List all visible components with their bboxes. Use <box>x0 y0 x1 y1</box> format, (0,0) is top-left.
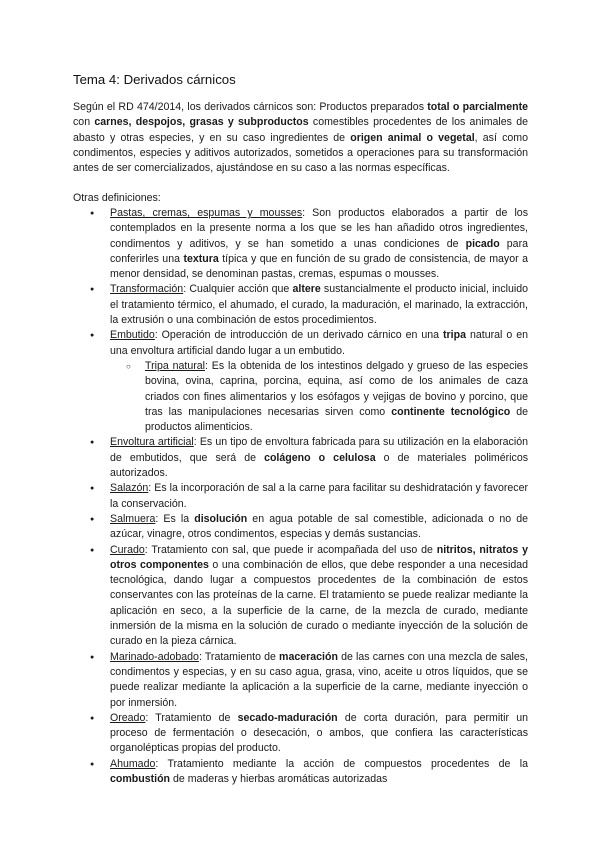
definition-term: Embutido <box>110 329 155 342</box>
text-run: sustancialmente el producto inicial, incluido el tratamiento térmico, el ahumado, el curado, la maduración, el marinado, la extracción, la extrusión o una combinación de estos procedimientos. <box>110 283 529 327</box>
sub-definition-item <box>110 359 528 435</box>
text-run: con <box>73 116 95 129</box>
text-run: de corta duración, para permitir un proceso de fermentación o desecación, o ambos, que confiera las características organolépticas propias del producto. <box>110 711 528 755</box>
intro-paragraph <box>73 100 528 176</box>
definition-term: Marinado-adobado <box>110 650 199 663</box>
text-run: : Operación de introducción de un derivado cárnico en una <box>154 329 444 342</box>
definition-term: Tripa natural <box>145 359 205 372</box>
definition-item <box>73 481 528 512</box>
definition-item <box>73 435 528 481</box>
bold-text: picado <box>465 237 500 250</box>
text-run: Según el RD 474/2014, los derivados cárnicos son: Productos preparados <box>73 101 428 113</box>
definition-item <box>73 282 528 328</box>
text-run: : Es la obtenida de los intestinos delgado y grueso de las especies bovina, ovina, caprina, porcina, equina, así como de los animales de caza criados con fines alimentarios y los esófagos y vejigas de bovino y porcino, que tras las manipulaciones necesarias sirven como <box>145 359 528 418</box>
text-run: : Tratamiento de <box>145 711 238 724</box>
page-title: Tema 4: Derivados cárnicos <box>73 72 236 87</box>
text-run: para conferirles una <box>110 237 528 265</box>
text-run: : Es la <box>155 512 195 525</box>
text-run: : Es un tipo de envoltura fabricada para su utilización en la elaboración de embutidos, que será de <box>110 436 528 464</box>
text-run: o una combinación de ellos, que debe responder a una necesidad tecnológica, dando lugar a compuestos procedentes de la combinación de estos conservantes con las proteínas de la carne. El tratamiento se puede realizar mediante la aplicación en seco, a la superficie de la carne, de la mezcla de curado, mediante inmersión de la misma en la solución de curado o mediante inyección de la solución de curado en la pieza cárnica. <box>110 558 528 648</box>
sub-definitions-list <box>110 359 528 435</box>
bold-text: origen animal o vegetal <box>350 131 475 144</box>
bold-text: secado-maduración <box>237 711 338 724</box>
bold-text: continente tecnológico <box>391 405 511 418</box>
definition-item <box>73 757 528 788</box>
text-run: o de materiales poliméricos autorizados. <box>110 451 529 480</box>
definition-term: Salmuera <box>110 512 156 525</box>
bold-text: maceración <box>279 650 338 663</box>
definition-item <box>73 206 528 282</box>
text-run: : Tratamiento de <box>198 650 280 663</box>
definitions-list <box>73 206 528 787</box>
bold-text: textura <box>183 252 219 265</box>
definition-item <box>73 711 528 757</box>
bold-text: disolución <box>194 512 248 525</box>
text-run: : Es la incorporación de sal a la carne para facilitar su deshidratación y favorecer la conservación. <box>110 482 528 510</box>
text-run: : Tratamiento mediante la acción de compuestos procedentes de la <box>155 757 528 770</box>
definition-term: Curado <box>110 543 145 556</box>
bold-text: altere <box>292 283 321 296</box>
definition-term: Pastas, cremas, espumas y mousses <box>110 207 303 219</box>
text-run: comestibles procedentes de los animales de abasto y otras especies, y en su caso ingredientes de <box>73 116 529 144</box>
text-run: : Son productos elaborados a partir de los contemplados en la presente norma a los que se les han añadido otros ingredientes, condimentos y aditivos, y se han sometido a unas condiciones de <box>110 207 528 250</box>
text-run: de maderas y hierbas aromáticas autorizadas <box>170 772 388 785</box>
definition-item <box>73 650 528 711</box>
text-run: : Tratamiento con sal, que puede ir acompañada del uso de <box>144 543 437 556</box>
text-run: : Cualquier acción que <box>183 283 293 296</box>
bold-text: combustión <box>110 772 171 785</box>
bold-text: nitritos, nitratos y otros componentes <box>110 543 528 571</box>
definition-term: Oreado <box>110 711 146 724</box>
text-run: de las carnes con una mezcla de sales, condimentos y especias, y en su caso agua, grasa, vino, aceite u otros líquidos, que se puede realizar mediante la aplicación a la superficie de la carne, mediante inyección o por inmersión. <box>110 650 528 709</box>
text-run: de productos alimenticios. <box>145 405 529 434</box>
definition-term: Transformación <box>110 283 184 296</box>
bold-text: total o parcialmente <box>427 101 528 113</box>
definition-item <box>73 543 528 650</box>
text-run: típica y que en función de su grado de consistencia, de mayor a menor densidad, se denominan pastas, cremas, espumas o mousses. <box>110 252 528 281</box>
bold-text: carnes, despojos, grasas y subproductos <box>94 116 309 129</box>
text-run: natural o en una envoltura artificial dando lugar a un embutido. <box>110 329 528 357</box>
definition-term: Ahumado <box>110 757 156 770</box>
definition-item <box>73 328 528 435</box>
definition-item <box>73 512 528 543</box>
other-definitions-heading: Otras definiciones: <box>73 192 161 204</box>
bold-text: tripa <box>443 329 466 342</box>
text-run: , así como condimentos, especies y aditivos autorizados, sometidos a operaciones para su transformación antes de ser comercializados, ajustándose en su caso a las normas específicas. <box>73 131 528 175</box>
text-run: en agua potable de sal comestible, adicionada o no de azúcar, vinagre, otros condimentos, especias y demás sustancias. <box>110 512 528 541</box>
definition-term: Envoltura artificial <box>110 436 194 449</box>
definition-term: Salazón <box>110 482 149 495</box>
bold-text: colágeno o celulosa <box>264 451 376 464</box>
